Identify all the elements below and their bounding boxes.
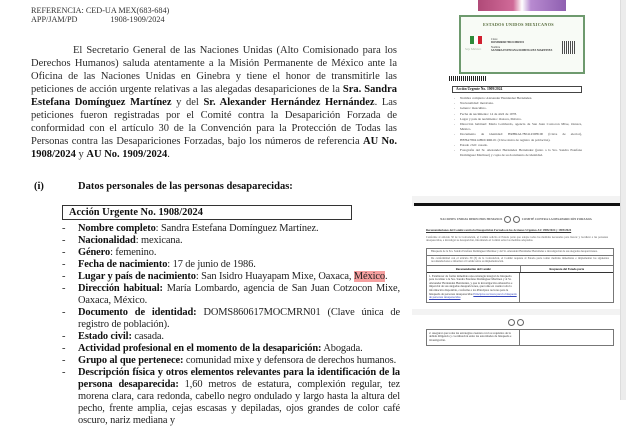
item-value: Abogada. (323, 343, 363, 354)
list-item: - Estado civil: casado. (454, 143, 582, 148)
reference-au-1908: AU No. 1908/2024 (31, 136, 397, 160)
list-item (62, 307, 400, 331)
table-row: De conformidad con el artículo 30 (3) de la Convención, el Comité requiere al Estado parte tomar medidas inmediatas e implementar las siguientes recomendaciones e informar al Comité sobre su implementación. (427, 256, 613, 266)
un-emblem-icon (517, 319, 524, 326)
item-label: Lugar y país de nacimiento (78, 271, 196, 282)
case2-details-list (454, 96, 582, 158)
recommendation-cell: 2. Asegurar que todas las estrategias cuenten con los requisitos de la debida diligencia y coordinación entre las autoridades de búsqueda e investigación. (427, 330, 520, 345)
un-emblem-icon (504, 216, 511, 223)
list-item: - Fotografía del Sr. Alexander Hernández Hernández (junto a la Sra. Sandra Estefana Domínguez Martínez) y copia de su documento de identidad. (454, 148, 582, 158)
un-emblem-icon (513, 216, 520, 223)
scrollbar[interactable] (620, 0, 626, 400)
section-heading (34, 180, 412, 193)
intro-text: y (75, 149, 87, 160)
item-label: Actividad profesional en el momento de la desaparición: (78, 343, 322, 354)
item-value: . (385, 271, 388, 282)
id-card-image (459, 15, 585, 74)
un-logos (412, 215, 620, 223)
item-value: 17 de junio de 1986. (172, 259, 256, 270)
id-card-curp-label: Clave (491, 38, 498, 41)
item-label: Nombre completo (78, 223, 156, 234)
column-header: Recomendación del Comité (427, 266, 521, 272)
recommendation-text: 1. Establecer de forma inmediata una estrategia integral de búsqueda para localizar a la Sra. Sandra Estefana Domínguez Martínez y al Sr. Alexander Hernández Hernández, y que la investigación exhaustiva e imparcial de sus alegadas desapariciones, que tome en cuenta toda la información disponible, conforme a los Principios rectores para la búsqueda de personas desaparecidas (429, 273, 513, 296)
recommendations-table-continued (426, 329, 614, 346)
item-value: casada. (134, 331, 164, 342)
item-value: DOMS860617MOCMRN01 (Clave única de registro de población). (78, 307, 400, 330)
page-divider (414, 203, 620, 206)
highlighted-text: México (353, 271, 386, 282)
preview-page-2 (412, 196, 620, 346)
item-label: Nacionalidad (78, 235, 136, 246)
app-code: APP/JAM/PD (31, 15, 78, 24)
list-item (62, 367, 400, 427)
person-name-2: Sr. Alexander Hernández Hernández (203, 97, 375, 108)
reference-line: REFERENCIA: CED-UA MEX(683-684) (31, 6, 170, 15)
reference-numbers: 1908-1909/2024 (110, 15, 165, 24)
intro-text: . Las peticiones fueron registradas por el Comité contra la Desaparición Forzada de conformidad con el artículo 30 de la Convención para la Protección de Todas las Personas contra las Desapariciones Forzadas, bajo los números de referencia (31, 97, 397, 147)
item-value: 1,60 metros de estatura, complexión regular, tez morena clara, cara redonda, cabello negro ondulado y largo hasta la altura del pecho, frente amplia, cejas escasas y depiladas, ojos grandes de color café oscuro, nariz mediana y (78, 379, 401, 426)
item-separator: : (110, 247, 116, 258)
list-item: - Nombre completo: Alexander Hernández Hernández. (454, 96, 582, 101)
page-gap (412, 196, 620, 206)
mexico-flag-icon (470, 36, 482, 44)
preview-page-1 (412, 0, 620, 196)
qr-code-icon (562, 41, 575, 54)
page-gap (412, 309, 620, 315)
intro-paragraph (31, 44, 397, 161)
preview-pane (412, 0, 620, 346)
item-label: Género (78, 247, 111, 258)
person-name-1: Sra. Sandra Estefana Domínguez Martínez (31, 84, 397, 108)
un-emblem-icon (508, 319, 515, 326)
list-item (62, 331, 400, 343)
id-card-name-label: Nombre (491, 45, 501, 49)
list-item: - Nacionalidad: mexicana. (454, 101, 582, 106)
recommendations-title: Recomendaciones del Comité contra la Desaparición Forzada en las Acciones Urgentes AU 1908/2024 y 1909/2024 (426, 228, 572, 232)
list-item: - Lugar y país de nacimiento: Oaxaca, México. (454, 117, 582, 122)
un-logos (412, 318, 620, 326)
item-label: Estado civil: (78, 331, 132, 342)
item-separator: : (195, 271, 202, 282)
case2-title-box: Acción Urgente No. 1909/2024 (452, 86, 582, 93)
logo-left-text: NACIONES UNIDAS DERECHOS HUMANOS (440, 217, 503, 221)
case-title-box: Acción Urgente No. 1908/2024 (62, 205, 352, 220)
item-value: mexicana. (141, 235, 183, 246)
list-item: - Dirección habitual: María Lombardo, agencia de San Juan Cotzocon Mixe, Oaxaca, México. (454, 122, 582, 132)
recommendation-cell (427, 273, 520, 302)
column-header: Respuesta del Estado parte (549, 266, 585, 271)
list-item (62, 235, 400, 247)
item-label: Fecha de nacimiento (78, 259, 168, 270)
list-item (62, 271, 400, 283)
item-value: María Lombardo, agencia de San Juan Cotzocon Mixe, Oaxaca, México. (78, 283, 400, 306)
list-item (62, 259, 400, 271)
item-label: Documento de identidad: (78, 307, 197, 318)
case-details-list (62, 223, 400, 427)
guiding-principles-link[interactable]: Principios rectores para la búsqueda de personas desaparecidas (429, 291, 517, 300)
item-separator: : (167, 259, 173, 270)
table-row (427, 273, 613, 302)
id-card-slogan: Soy México (465, 47, 482, 51)
table-row: Búsqueda de la Sra. Sandra Estefana Domínguez Martínez y del Sr. Alexander Hernández Hernández e investigación de sus alegadas desapariciones. (427, 249, 613, 255)
list-item: - Fecha de nacimiento: 14 de abril de 1978. (454, 112, 582, 117)
item-label: Grupo al que pertenece: (78, 355, 184, 366)
item-value: comunidad mixe y defensora de derechos humanos. (185, 355, 397, 366)
table-header (427, 266, 613, 273)
id-card-country: ESTADOS UNIDOS MEXICANOS (483, 22, 554, 27)
recommendations-body: Conforme al artículo 30 de la Convención, el Comité solicita al Estado parte que adopte todas las medidas necesarias para buscar y localizar a las personas desaparecidas, e investigar su desaparición, informando al Comité sobre las medidas adoptadas. (426, 235, 608, 242)
section-number: (i) (34, 181, 44, 192)
list-item: - Documento de identidad: HRHRAL78041430H100 (Clave de elector), HEHA780414HOCRRL01 (Clave única de registro de población). (454, 132, 582, 142)
recommendations-table (426, 248, 614, 302)
barcode-icon (449, 76, 487, 81)
item-label: Dirección habitual: (78, 283, 163, 294)
item-value: San Isidro Huayapam Mixe, Oaxaca, (201, 271, 354, 282)
logo-right-text: COMITÉ CONTRA LA DESAPARICIÓN FORZADA (521, 217, 592, 221)
list-item (62, 223, 400, 235)
list-item (62, 283, 400, 307)
item-value: Sandra Estefana Domínguez Martínez. (160, 223, 319, 234)
list-item (62, 247, 400, 259)
list-item: - Género: masculino. (454, 106, 582, 111)
list-item (62, 355, 400, 367)
intro-text: . (167, 149, 170, 160)
id-card-fields (491, 37, 555, 53)
item-value: femenino. (115, 247, 157, 258)
photo-image (478, 0, 566, 11)
intro-text: y del (171, 97, 204, 108)
item-separator: : (155, 223, 161, 234)
list-item (62, 343, 400, 355)
section-title: Datos personales de las personas desaparecidas: (78, 181, 293, 192)
item-separator: : (135, 235, 141, 246)
reference-au-1909: AU No. 1909/2024 (86, 149, 168, 160)
id-card-curp: DOMS860617MOCMRN01 (491, 41, 525, 45)
item-label: Descripción física y otros elementos relevantes para la identificación de la persona desaparecida: (78, 367, 400, 390)
intro-text: El Secretario General de las Naciones Unidas (Alto Comisionado para los Derechos Humanos) saluda atentamente a la Misión Permanente de México ante la Oficina de las Naciones Unidas en Ginebra y tiene el honor de transmitirle las peticiones de acción urgente relativas a las alegadas desapariciones de la (31, 45, 397, 95)
app-code-line (31, 15, 412, 24)
id-card-name: SANDRA ESTEFANA DOMINGUEZ MARTINEZ (491, 49, 553, 53)
